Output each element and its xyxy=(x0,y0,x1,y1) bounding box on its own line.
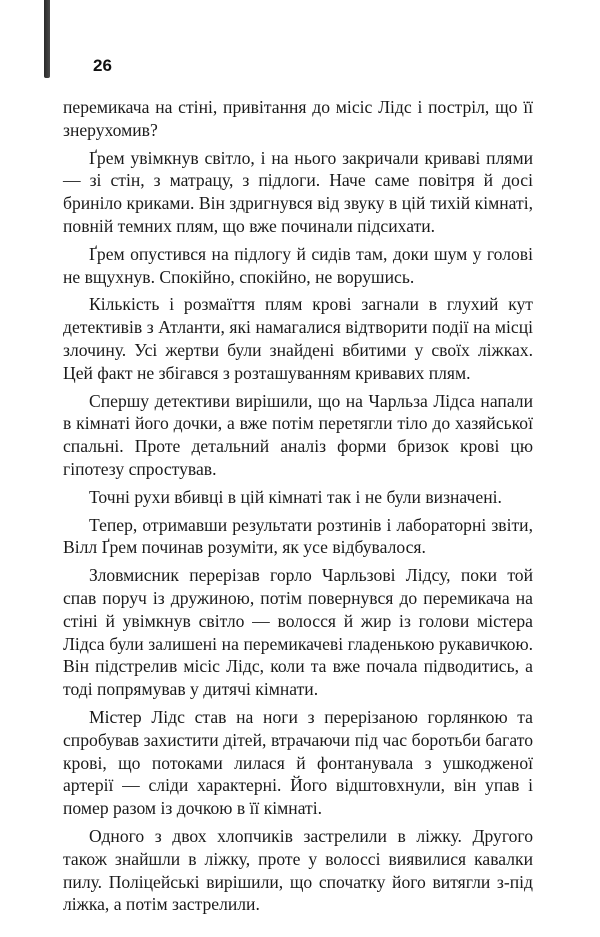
body-text xyxy=(63,96,533,921)
paragraph: Одного з двох хлопчиків застрелили в ліжку. Другого також знайшли в ліжку, проте у волоссі виявилися кавалки пилу. Поліцейські вирішили, що спочатку його витягли з-під ліжка, а потім застрелили. xyxy=(63,825,533,915)
paragraph: перемикача на стіні, привітання до місіс Лідс і постріл, що її знерухомив? xyxy=(63,97,533,140)
paragraph: Кількість і розмаїття плям крові загнали в глухий кут детективів з Атланти, які намагалися відтворити події на місці злочину. Усі жертви були знайдені вбитими у своїх ліжках. Цей факт не збігався з розташуванням кривавих плям. xyxy=(63,294,533,383)
page-edge-mark xyxy=(44,0,50,78)
paragraph: Зловмисник перерізав горло Чарльзові Лідсу, поки той спав поруч із дружиною, потім повернувся до перемикача на стіні й увімкнув світло — волосся й жир із голови містера Лідса були залишені на перемикачеві гладенькою рукавичкою. Він підстрелив місіс Лідс, коли та вже почала підводитись, а тоді попрямував у дитячі кімнати. xyxy=(63,565,533,700)
paragraph: Тепер, отримавши результати розтинів і лабораторні звіти, Вілл Ґрем починав розуміти, як усе відбувалося. xyxy=(63,514,533,558)
paragraph: Точні рухи вбивці в цій кімнаті так і не були визначені. xyxy=(89,486,502,507)
paragraph: Ґрем увімкнув світло, і на нього закричали криваві плями — зі стін, з матрацу, з підлоги. Наче саме повітря й досі бриніло криками. Він здригнувся від звуку в цій тихій кімнаті, повній темних плям, що вже починали підсихати. xyxy=(63,147,533,236)
paragraph: Ґрем опустився на підлогу й сидів там, доки шум у голові не вщухнув. Спокійно, спокійно, не ворушись. xyxy=(63,243,533,287)
paragraph: Спершу детективи вирішили, що на Чарльза Лідса напали в кімнаті його дочки, а вже потім перетягли тіло до хазяйської спальні. Проте детальний аналіз форми бризок крові цю гіпотезу спростував. xyxy=(63,390,533,479)
page-number: 26 xyxy=(93,56,112,75)
paragraph: Містер Лідс став на ноги з перерізаною горлянкою та спробував захистити дітей, втрачаючи під час боротьби багато крові, що потоками лилася й фонтанувала з ушкодженої артерії — сліди характерні. Його відштовхнули, він упав і помер разом із дочкою в її кімнаті. xyxy=(63,706,533,819)
